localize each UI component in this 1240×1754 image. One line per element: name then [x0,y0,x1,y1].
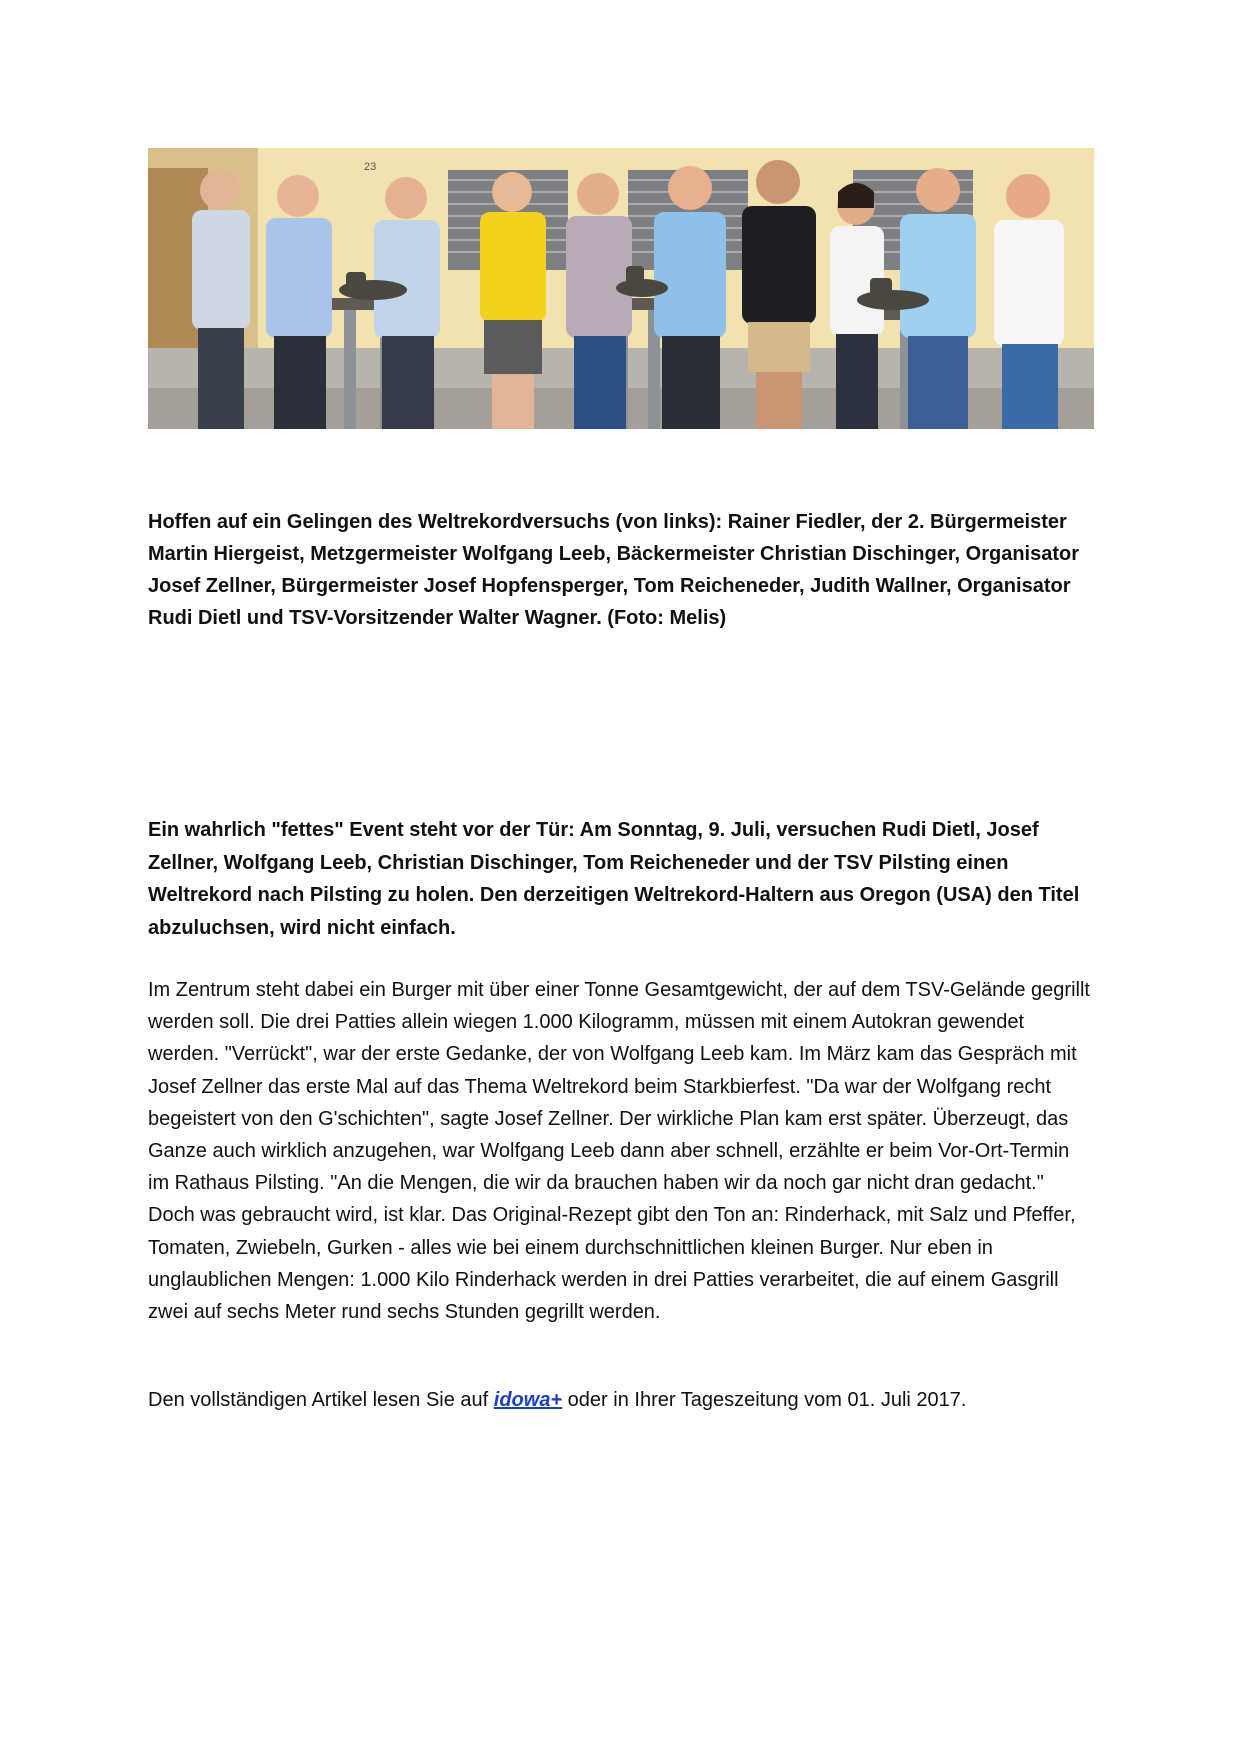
read-more-line [148,1384,1094,1416]
idowa-link[interactable]: idowa+ [493,1389,563,1411]
article-body: Im Zentrum steht dabei ein Burger mit über einer Tonne Gesamtgewicht, der auf dem TSV-Gelände gegrillt werden soll. Die drei Patties allein wiegen 1.000 Kilogramm, müssen mit einem Autokran gewendet werden. "Verrückt", war der erste Gedanke, der von Wolfgang Leeb kam. Im März kam das Gespräch mit Josef Zellner das erste Mal auf das Thema Weltrekord beim Starkbierfest. "Da war der Wolfgang recht begeistert von den G'schichten", sagte Josef Zellner. Der wirkliche Plan kam erst später. Überzeugt, das Ganze auch wirklich anzugehen, war Wolfgang Leeb dann aber schnell, erzählte er beim Vor-Ort-Termin im Rathaus Pilsting. "An die Mengen, die wir da brauchen haben wir da noch gar nicht dran gedacht." Doch was gebraucht wird, ist klar. Das Original-Rezept gibt den Ton an: Rinderhack, mit Salz und Pfeffer, Tomaten, Zwiebeln, Gurken - alles wie bei einem durchschnittlichen kleinen Burger. Nur eben in unglaublichen Mengen: 1.000 Kilo Rinderhack werden in drei Patties verarbeitet, die auf einem Gasgrill zwei auf sechs Meter rund sechs Stunden gegrillt werden. [148,979,1090,1324]
group-photo [148,148,1094,429]
read-more-prefix: Den vollständigen Artikel lesen Sie auf [148,1389,494,1411]
read-more-suffix: oder in Ihrer Tageszeitung vom 01. Juli 2017. [562,1389,967,1411]
photo-caption: Hoffen auf ein Gelingen des Weltrekordversuchs (von links): Rainer Fiedler, der 2. Bürgermeister Martin Hiergeist, Metzgermeister Wolfgang Leeb, Bäckermeister Christian Dischinger, Organisator Josef Zellner, Bürgermeister Josef Hopfensperger, Tom Reicheneder, Judith Wallner, Organisator Rudi Dietl und TSV-Vorsitzender Walter Wagner. (Foto: Melis) [148,511,1079,629]
house-number: 23 [364,161,377,173]
article-lead: Ein wahrlich "fettes" Event steht vor der Tür: Am Sonntag, 9. Juli, versuchen Rudi Dietl, Josef Zellner, Wolfgang Leeb, Christian Dischinger, Tom Reicheneder und der TSV Pilsting einen Weltrekord nach Pilsting zu holen. Den derzeitigen Weltrekord-Haltern aus Oregon (USA) den Titel abzuluchsen, wird nicht einfach. [148,819,1080,939]
